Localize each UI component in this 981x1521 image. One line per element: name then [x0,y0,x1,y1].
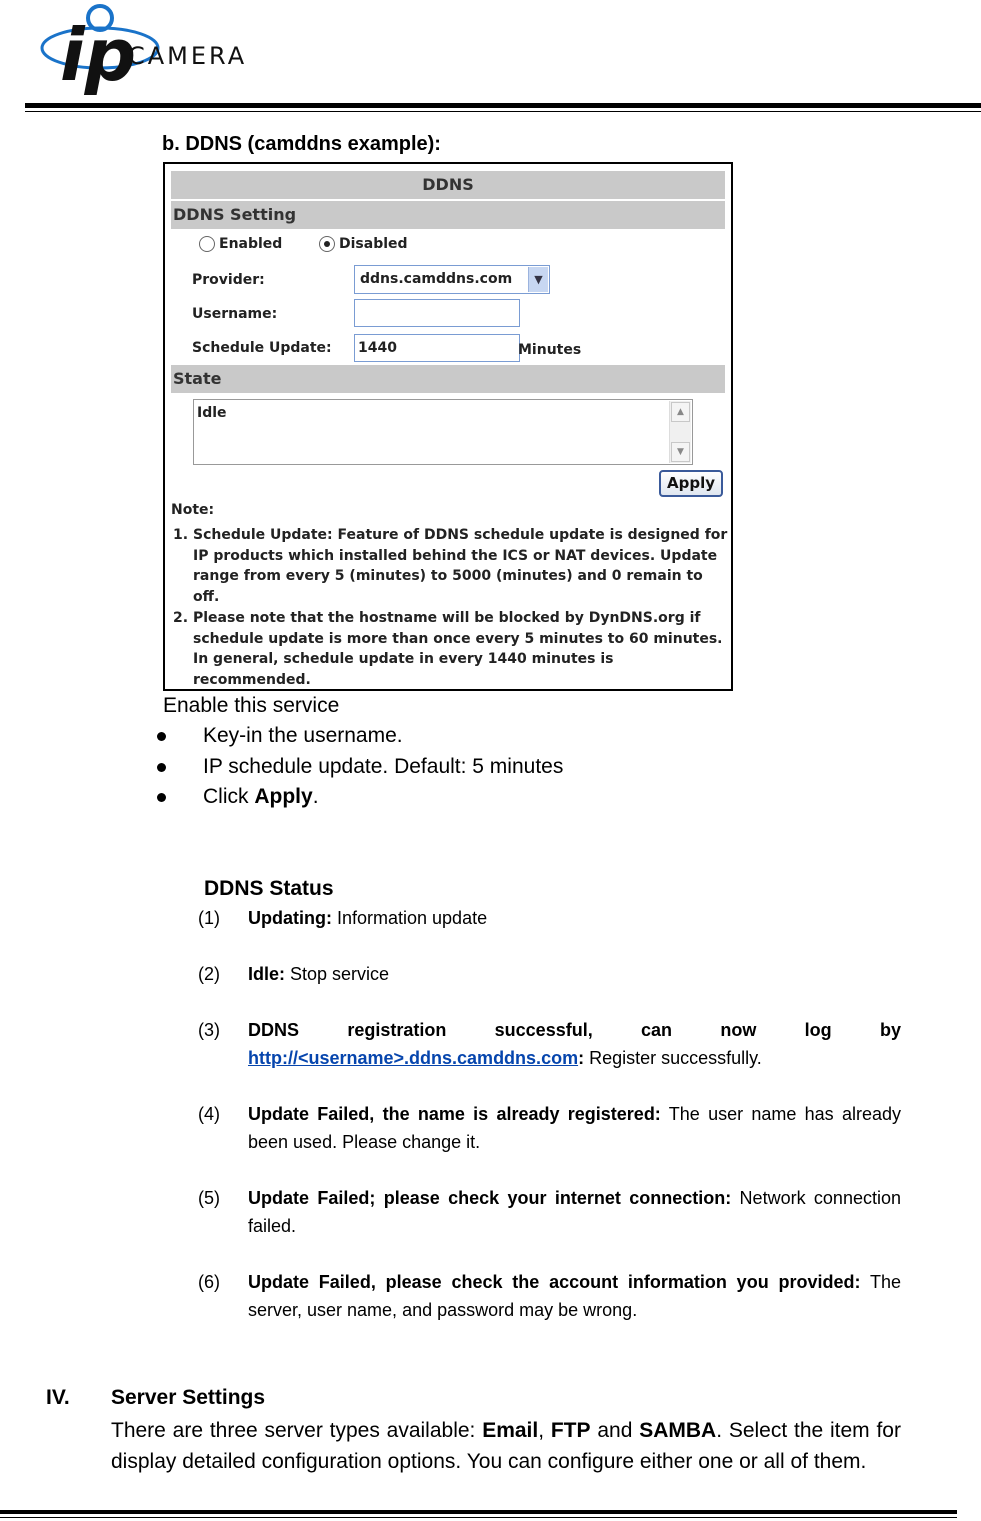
scroll-up-icon[interactable]: ▲ [671,402,690,422]
status-text: The server, user name, and password may be wrong. [248,1272,901,1320]
bullet-item [157,755,563,779]
provider-label: Provider: [192,272,265,288]
status-label: Updating: [248,908,332,928]
note-item-1 [173,525,729,607]
chevron-down-icon[interactable]: ▼ [528,267,548,292]
server-text-before: There are three server types available: [111,1419,483,1442]
status-item-4 [198,1100,901,1156]
status-item-6 [198,1268,901,1324]
section-heading: b. DDNS (camddns example): [162,133,441,155]
server-settings-title: Server Settings [111,1386,266,1409]
status-item-3 [198,1016,901,1072]
status-item-2 [198,960,901,988]
provider-select-value: ddns.camddns.com [360,271,513,287]
username-label: Username: [192,306,278,322]
status-item-1 [198,904,901,932]
bullet-item [157,724,403,748]
note-number: 2. [173,610,189,626]
header-rule [25,103,981,108]
bullet-text: Key-in the username. [203,724,403,747]
schedule-update-input[interactable]: 1440 [354,334,520,362]
status-text: The user name has already been used. Please change it. [248,1104,902,1152]
note-number: 1. [173,527,189,543]
footer-rule-thin [0,1517,957,1518]
server-text-after: . Select the item for display detailed configuration options. You can configure either one or all of them. [111,1419,901,1473]
radio-disabled[interactable] [319,236,408,252]
bullet-text-lead: Click [203,785,255,808]
header-rule-thin [25,111,981,112]
logo-ip-text: ip [60,13,137,95]
ip-camera-logo [40,0,310,95]
section-roman-numeral: IV. [46,1386,70,1409]
status-text: Information update [331,908,488,928]
ddns-url-link[interactable]: http://<username>.ddns.camddns.com [248,1048,579,1068]
radio-disabled-circle[interactable] [319,236,335,252]
bullet-text: IP schedule update. Default: 5 minutes [203,755,564,778]
status-number: (3) [198,1020,220,1040]
status-label: Idle: [248,964,286,984]
status-text: Stop service [285,964,390,984]
status-label: DDNS registration successful, can now log by [248,1020,901,1040]
status-text: Register successfully. [584,1048,762,1068]
ddns-setting-header: DDNS Setting [171,201,725,229]
ddns-status-title: DDNS Status [204,877,334,900]
server-type-ftp: FTP [550,1419,591,1442]
status-label: Update Failed, please check the account information you provided: [248,1272,861,1292]
note-text: Please note that the hostname will be blocked by DynDNS.org if schedule update is more than once every 5 minutes to 60 minutes. In general, schedule update in every 1440 minutes is recommended. [193,610,723,688]
status-link-colon: : [578,1048,585,1068]
scroll-down-icon[interactable]: ▼ [671,442,690,462]
logo-camera-text: CAMERA [128,42,248,70]
state-value: Idle [197,405,227,421]
apply-button[interactable]: Apply [659,470,723,497]
bullet-text-tail: . [312,785,319,808]
note-title: Note: [171,502,215,518]
bullet-dot [157,793,166,802]
status-number: (6) [198,1272,220,1292]
ddns-settings-panel [163,162,733,691]
status-item-5 [198,1184,901,1240]
status-number: (2) [198,964,220,984]
status-number: (4) [198,1104,220,1124]
bullet-dot [157,763,166,772]
radio-enabled[interactable] [199,236,282,252]
radio-enabled-label: Enabled [219,236,283,252]
status-number: (1) [198,908,220,928]
radio-enabled-circle[interactable] [199,236,215,252]
state-scrollbar[interactable] [669,401,691,463]
radio-disabled-label: Disabled [339,236,408,252]
status-number: (5) [198,1188,220,1208]
server-text-and: and [590,1419,640,1442]
status-text: Network connection failed. [248,1188,901,1236]
server-type-samba: SAMBA [639,1419,717,1442]
note-item-2 [173,608,729,690]
state-header: State [171,365,725,393]
server-text-sep: , [538,1419,551,1442]
status-label: Update Failed, the name is already registered: [248,1104,661,1124]
status-label: Update Failed; please check your internet connection: [248,1188,732,1208]
screenshot-caption: Enable this service [163,694,340,717]
server-settings-paragraph [111,1415,901,1477]
ddns-panel-title: DDNS [171,171,725,199]
schedule-update-label: Schedule Update: [192,340,332,356]
bullet-dot [157,732,166,741]
provider-select[interactable] [354,265,550,294]
username-input[interactable] [354,299,520,327]
bullet-text [203,785,319,809]
server-type-email: Email [482,1419,539,1442]
footer-rule [0,1510,957,1514]
note-text: Schedule Update: Feature of DDNS schedule update is designed for IP products which installed behind the ICS or NAT devices. Update range from every 5 (minutes) to 5000 (minutes) and 0 remain to off. [193,527,728,605]
bullet-apply-strong: Apply [254,785,313,808]
state-textarea[interactable] [193,399,693,465]
bullet-item [157,785,319,809]
schedule-update-suffix: Minutes [518,342,582,358]
